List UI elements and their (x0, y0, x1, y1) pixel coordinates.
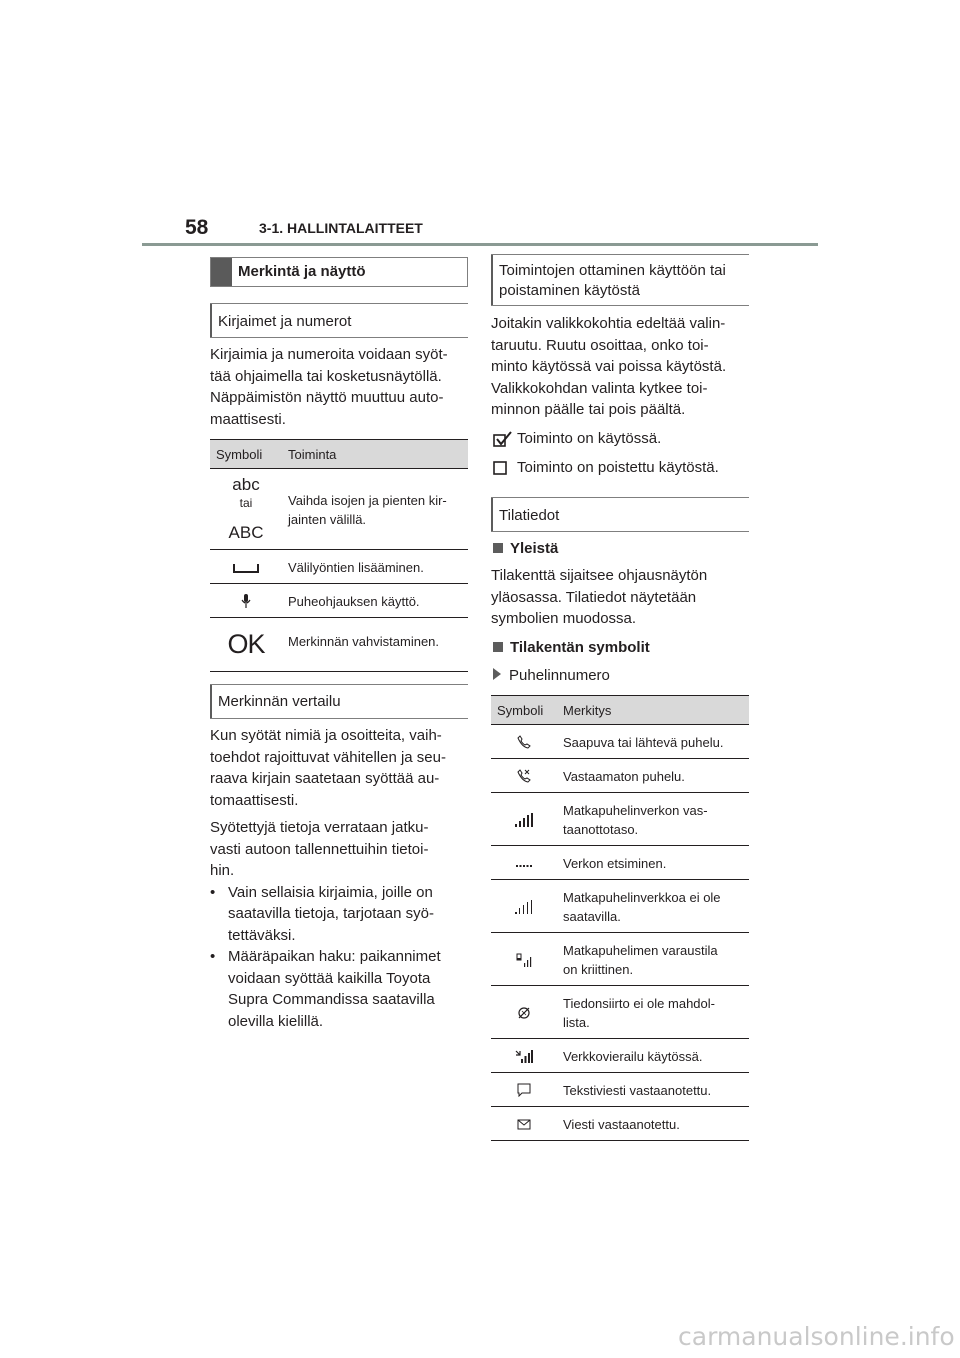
table-row: Saapuva tai lähtevä puhelu. (491, 725, 749, 759)
checkbox-off-row: Toiminto on poistettu käytöstä. (493, 457, 753, 479)
table-row: Verkon etsiminen. (491, 846, 749, 880)
checkbox-empty-icon (493, 460, 513, 476)
checkbox-checked-icon (493, 431, 513, 447)
table-row: Matkapuhelinverkon vas- taanottotaso. (491, 793, 749, 846)
table-row: Puheohjauksen käyttö. (210, 584, 468, 618)
symbol-table-status (491, 695, 749, 1141)
roaming-icon (491, 1039, 557, 1073)
ok-symbol: OK (210, 618, 282, 672)
label-puhelinnumero: Puhelinnumero (493, 665, 610, 687)
table-row: abc tai ABC Vaihda isojen ja pienten kir- jainten välillä. (210, 469, 468, 550)
no-network-icon (491, 880, 557, 933)
no-data-icon (491, 986, 557, 1039)
paragraph-valintaruutu: Joitakin valikkokohtia edeltää valin- taruutu. Ruutu osoittaa, onko toi- minto käytössä vai poissa käytöstä. Valikkokohdan valinta kytkee toi- minnon päälle tai pois päältä. (491, 315, 727, 418)
paragraph-tallennetut: Syötettyjä tietoja verrataan jatku- vasti autoon tallennettuihin tietoi- hin. • Vain sellaisia kirjaimia, joille on saatavilla tietoja, tarjotaan syö- tettäväksi. • Määräpaikan haku: paikannimet voidaan syöttää kaikilla Toyota Supra Commandissa saatavilla olevilla kielillä. (210, 817, 472, 1032)
phone-icon (491, 725, 557, 759)
sms-icon (491, 1073, 557, 1107)
subheading-kirjaimet: Kirjaimet ja numerot (210, 303, 468, 338)
signal-strength-icon (491, 793, 557, 846)
col-merkitys: Merkitys (557, 696, 749, 725)
heading-yleista: Yleistä (493, 538, 558, 560)
page-number: 58 (185, 216, 209, 239)
space-icon (210, 550, 282, 584)
table-row: Tekstiviesti vastaanotettu. (491, 1073, 749, 1107)
heading-symbolit: Tilakentän symbolit (493, 637, 650, 659)
network-search-icon (491, 846, 557, 880)
col-symboli: Symboli (210, 440, 282, 469)
missed-call-icon (491, 759, 557, 793)
table-row: Matkapuhelinverkkoa ei ole saatavilla. (491, 880, 749, 933)
paragraph-vertailu: Kun syötät nimiä ja osoitteita, vaih- toehdot rajoittuvat vähitellen ja seu- raava kirjain saatetaan syöttää au- tomaattisesti. (210, 727, 446, 809)
col-toiminta: Toiminta (282, 440, 468, 469)
col-symboli: Symboli (491, 696, 557, 725)
header-rule (142, 243, 818, 246)
square-bullet-icon (493, 543, 503, 553)
paragraph-kirjaimet: Kirjaimia ja numeroita voidaan syöt- tää ohjaimella tai kosketusnäytöllä. Näppäimistön näyttö muuttuu auto- maattisesti. (210, 346, 448, 428)
subheading-toiminnot: Toimintojen ottaminen käyttöön tai poistaminen käytöstä (491, 254, 749, 306)
watermark: carmanualsonline.info (678, 1322, 955, 1351)
subheading-vertailu: Merkinnän vertailu (210, 684, 468, 719)
section-title: 3-1. HALLINTALAITTEET (259, 220, 423, 236)
table-row: Viesti vastaanotettu. (491, 1107, 749, 1141)
table-row: Välilyöntien lisääminen. (210, 550, 468, 584)
table-row: Tiedonsiirto ei ole mahdol- lista. (491, 986, 749, 1039)
table-row: Verkkovierailu käytössä. (491, 1039, 749, 1073)
list-item: • Vain sellaisia kirjaimia, joille on saatavilla tietoja, tarjotaan syö- tettäväksi. (210, 882, 472, 947)
triangle-bullet-icon (493, 668, 501, 680)
subheading-tilatiedot: Tilatiedot (491, 497, 749, 532)
checkbox-on-row: Toiminto on käytössä. (493, 428, 753, 450)
bullet-list (210, 882, 472, 1033)
heading-merkinta: Merkintä ja näyttö (210, 257, 468, 287)
symbol-table-input (210, 439, 468, 672)
table-row: Vastaamaton puhelu. (491, 759, 749, 793)
battery-critical-icon (491, 933, 557, 986)
square-bullet-icon (493, 642, 503, 652)
list-item: • Määräpaikan haku: paikannimet voidaan syöttää kaikilla Toyota Supra Commandissa saatavilla olevilla kielillä. (210, 946, 472, 1032)
table-row: Matkapuhelimen varaustila on kriittinen. (491, 933, 749, 986)
paragraph-tilakentta: Tilakenttä sijaitsee ohjausnäytön yläosassa. Tilatiedot näytetään symbolien muodossa. (491, 567, 708, 627)
case-toggle-symbol: abc tai ABC (210, 469, 282, 550)
table-row: OK Merkinnän vahvistaminen. (210, 618, 468, 672)
email-icon (491, 1107, 557, 1141)
microphone-icon (210, 584, 282, 618)
